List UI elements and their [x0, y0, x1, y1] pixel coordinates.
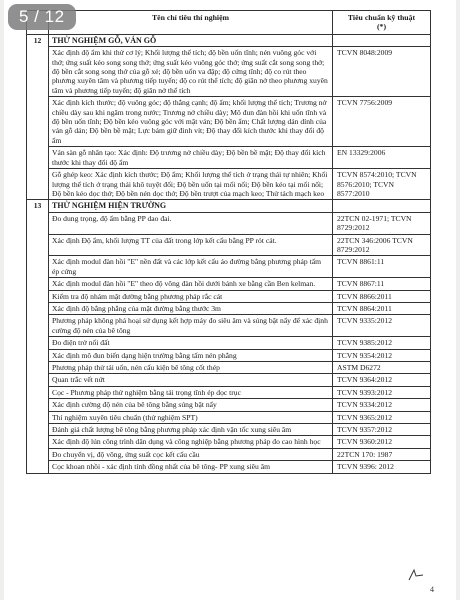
table-row: [27, 302, 431, 314]
standard-cell: TCVN 9385:2012: [333, 337, 431, 349]
table-row: [27, 349, 431, 361]
table-row: [27, 399, 431, 411]
header-standard-label: Tiêu chuẩn kỹ thuật: [347, 13, 416, 22]
table-row: [27, 386, 431, 398]
standard-cell: ASTM D6272: [333, 362, 431, 374]
test-name-cell: Xác định cường độ nén của bê tông bằng súng bật nẩy: [49, 399, 333, 411]
table-row: [27, 424, 431, 436]
table-body: [27, 34, 431, 473]
test-name-cell: Đo dung trọng, độ ẩm bằng PP dao đai.: [49, 212, 333, 234]
section-title: THỬ NGHIỆM GỖ, VÁN GỖ: [49, 34, 333, 46]
test-name-cell: Quan trắc vết nứt: [49, 374, 333, 386]
table-row: [27, 315, 431, 337]
test-name-cell: Xác định kích thước; độ vuông góc; độ thẳng cạnh; độ ẩm; khối lượng thể tích; Trương nở chiều dày sau khi ngâm trong nước; Trương nở chiều dày; Mô đun đàn hồi khi uốn tĩnh và độ bền uốn tĩnh; Độ bền kéo vuông góc với mặt ván; Độ bền ẩm; Chất lượng dán dính của ván gỗ dán; Độ bền bề mặt; Lực bám giữ đinh vít; Độ thay đổi kích thước khi thay đổi độ ẩm: [49, 97, 333, 147]
section-row: [27, 200, 431, 212]
standard-cell: TCVN 8574:2010; TCVN 8576:2010; TCVN 8577:2010: [333, 169, 431, 200]
standard-cell: TCVN 7756:2009: [333, 97, 431, 147]
section-title: THỬ NGHIỆM HIỆN TRƯỜNG: [49, 200, 333, 212]
standard-cell: EN 13329:2006: [333, 147, 431, 169]
standard-cell: TCVN 8866:2011: [333, 290, 431, 302]
header-standard: [333, 11, 431, 35]
standard-cell: TCVN 8861:11: [333, 256, 431, 278]
table-row: [27, 290, 431, 302]
standard-cell: TCVN 9393:2012: [333, 386, 431, 398]
test-name-cell: Phương pháp không phá hoại sử dụng kết hợp máy đo siêu âm và súng bật nẩy để xác định cường độ nén của bê tông: [49, 315, 333, 337]
table-row: [27, 374, 431, 386]
header-standard-note: (*): [376, 22, 387, 32]
test-name-cell: Xác định modul đàn hồi "E" theo độ võng đàn hồi dưới bánh xe bằng cần Ben kelman.: [49, 278, 333, 290]
table-row: [27, 461, 431, 473]
table-row: [27, 278, 431, 290]
table-row: [27, 47, 431, 97]
test-name-cell: Xác định độ lún công trình dân dụng và công nghiệp bằng phương pháp đo cao hình học: [49, 436, 333, 448]
standard-cell: 22TCN 170: 1987: [333, 448, 431, 460]
test-name-cell: Gỗ ghép keo: Xác định kích thước; Độ ẩm; Khối lượng thể tích ở trạng thái tự nhiên; Khối lượng thể tích ở trạng thái khô tuyệt đối; Độ bền uốn tại mối nối; Độ bền kéo tại mối nối; Độ bền kéo dọc thớ; Độ bền nén dọc thớ; Độ bền trượt của mạch keo; Thử tách mạch keo: [49, 169, 333, 200]
section-standard-empty: [333, 200, 431, 212]
test-name-cell: Đo chuyển vị, độ võng, ứng suất cọc kết cấu cầu: [49, 448, 333, 460]
section-number: 12: [27, 34, 49, 200]
table-row: [27, 362, 431, 374]
test-name-cell: Kiểm tra độ nhám mặt đường bằng phương pháp rắc cát: [49, 290, 333, 302]
test-name-cell: Đo điện trở nối đất: [49, 337, 333, 349]
table-row: [27, 169, 431, 200]
page-indicator: 5 / 12: [8, 4, 76, 30]
test-name-cell: Xác định Độ ẩm, khối lượng TT của đất trong lớp kết cấu bằng PP rót cát.: [49, 234, 333, 256]
table-row: [27, 212, 431, 234]
test-name-cell: Xác định modul đàn hồi "E" nền đất và các lớp kết cấu áo đường bằng phương pháp tấm ép cứng: [49, 256, 333, 278]
standard-cell: TCVN 9334:2012: [333, 399, 431, 411]
test-name-cell: Phương pháp thử tải uốn, nén cấu kiện bê tông cốt thép: [49, 362, 333, 374]
standard-cell: TCVN 9360:2012: [333, 436, 431, 448]
page-number: 4: [430, 585, 434, 594]
test-name-cell: Xác định độ ẩm khi thử cơ lý; Khối lượng thể tích; độ bền uốn tĩnh; nén vuông góc với thớ; ứng suất kéo song song thớ; ứng suất kéo vuông góc thớ; ứng suất cắt song song thớ; độ bền cắt song song thớ của gỗ xẻ; độ bền uốn va đập; độ cứng tĩnh; độ co rút theo phương xuyên tâm và phương tiếp tuyến; độ co rút thể tích; độ giãn nở theo phương xuyên tâm và phương tiếp tuyến; độ giãn nở thể tích: [49, 47, 333, 97]
test-name-cell: Thí nghiệm xuyên tiêu chuẩn (thử nghiệm SPT): [49, 411, 333, 423]
section-number: 13: [27, 200, 49, 473]
standard-cell: TCVN 8864:2011: [333, 302, 431, 314]
table-row: [27, 234, 431, 256]
table-row: [27, 337, 431, 349]
header-test-name: Tên chỉ tiêu thí nghiệm: [49, 11, 333, 35]
standard-cell: TCVN 8867:11: [333, 278, 431, 290]
document-page: [4, 0, 456, 600]
standard-cell: TCVN 9335:2012: [333, 315, 431, 337]
standard-cell: TCVN 9396: 2012: [333, 461, 431, 473]
test-name-cell: Đánh giá chất lượng bê tông bằng phương pháp xác định vận tốc xung siêu âm: [49, 424, 333, 436]
table-row: [27, 448, 431, 460]
handwritten-mark-icon: [406, 568, 426, 582]
standard-cell: TCVN 9365:2012: [333, 411, 431, 423]
standard-cell: 22TCN 02-1971; TCVN 8729:2012: [333, 212, 431, 234]
standard-cell: TCVN 9357:2012: [333, 424, 431, 436]
table-row: [27, 147, 431, 169]
test-name-cell: Xác định mô đun biến dạng hiện trường bằng tấm nén phẳng: [49, 349, 333, 361]
test-name-cell: Ván sàn gỗ nhân tạo: Xác định: Độ trương nở chiều dày; Độ bền bề mặt; Độ thay đổi kích thước khi thay đổi độ ẩm: [49, 147, 333, 169]
test-name-cell: Cọc khoan nhồi - xác định tính đồng nhất của bê tông- PP xung siêu âm: [49, 461, 333, 473]
section-row: [27, 34, 431, 46]
section-standard-empty: [333, 34, 431, 46]
standard-cell: 22TCN 346:2006 TCVN 8729:2012: [333, 234, 431, 256]
test-standards-table: [26, 10, 431, 474]
table-row: [27, 256, 431, 278]
standard-cell: TCVN 9354:2012: [333, 349, 431, 361]
test-name-cell: Xác định độ bằng phẳng của mặt đường bằng thước 3m: [49, 302, 333, 314]
table-row: [27, 436, 431, 448]
table-header-row: [27, 11, 431, 35]
table-row: [27, 411, 431, 423]
table-row: [27, 97, 431, 147]
standard-cell: TCVN 8048:2009: [333, 47, 431, 97]
standard-cell: TCVN 9364:2012: [333, 374, 431, 386]
test-name-cell: Cọc - Phương pháp thử nghiệm bằng tải trọng tĩnh ép dọc trục: [49, 386, 333, 398]
